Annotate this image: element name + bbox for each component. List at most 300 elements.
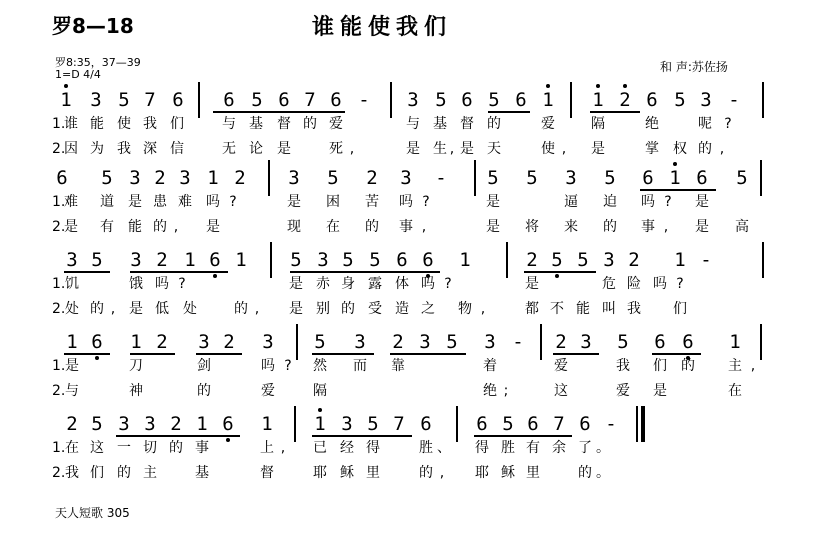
note: 5	[251, 89, 263, 111]
beat-underline	[312, 353, 374, 355]
note: 3	[400, 167, 412, 189]
note: 1	[60, 89, 72, 111]
note: 3	[484, 331, 496, 353]
bar-line	[760, 324, 762, 360]
lyric-char: 的	[153, 219, 167, 235]
lyric-char: 是	[653, 383, 667, 399]
lyric-char: 死	[329, 141, 343, 157]
note: 6	[696, 167, 708, 189]
lyric-char: 受	[368, 301, 382, 317]
lyric-char: ,	[110, 301, 116, 317]
lyric-char: 隔	[591, 116, 605, 132]
lyric-char: 是	[486, 194, 500, 210]
key-signature: 1=D 4/4	[55, 68, 101, 81]
note: 2	[628, 249, 640, 271]
bar-line	[390, 82, 392, 118]
octave-dot-high	[64, 84, 68, 88]
note: 2	[223, 331, 235, 353]
final-bar-thin	[636, 406, 638, 442]
lyric-char: 神	[129, 383, 143, 399]
lyric-char: 危	[602, 276, 616, 292]
lyric-char: 来	[564, 219, 578, 235]
lyric-char: 这	[90, 440, 104, 456]
lyric-char: 是	[406, 141, 420, 157]
lyric-char: 是	[289, 301, 303, 317]
beat-underline	[130, 271, 228, 273]
lyric-char: ,	[750, 358, 756, 374]
note: 3	[407, 89, 419, 111]
lyric-char: 谁	[64, 116, 78, 132]
note: 7	[144, 89, 156, 111]
lyric-char: 造	[395, 301, 409, 317]
note: 3	[700, 89, 712, 111]
note: 2	[154, 167, 166, 189]
lyric-char: 深	[143, 141, 157, 157]
lyric-char: ,	[719, 141, 725, 157]
lyric-char: ,	[439, 465, 445, 481]
note: 3	[603, 249, 615, 271]
lyric-char: 我	[117, 141, 131, 157]
lyric-char: 事	[195, 440, 209, 456]
note: 2	[366, 167, 378, 189]
lyric-char: 。	[596, 465, 610, 481]
lyric-char: ,	[449, 141, 455, 157]
lyric-char: 天	[487, 141, 501, 157]
bar-line	[294, 406, 296, 442]
note: 5	[435, 89, 447, 111]
song-title: 谁能使我们	[312, 15, 453, 40]
note: 3	[354, 331, 366, 353]
bar-line	[570, 82, 572, 118]
note: 6	[682, 331, 694, 353]
note: 1	[184, 249, 196, 271]
lyric-char: 是	[289, 276, 303, 292]
note: 6	[396, 249, 408, 271]
note: 5	[526, 167, 538, 189]
note: -	[512, 331, 524, 353]
lyric-char: ,	[663, 219, 669, 235]
beat-underline	[196, 353, 242, 355]
lyric-char: 别	[316, 301, 330, 317]
lyric-char: 无	[222, 141, 236, 157]
note: 5	[604, 167, 616, 189]
lyric-char: 里	[526, 465, 540, 481]
scripture-reference: 罗8—18	[52, 14, 134, 38]
lyric-char: 的	[341, 301, 355, 317]
note: 5	[736, 167, 748, 189]
beat-underline	[290, 271, 440, 273]
note: 2	[66, 413, 78, 435]
note: 1	[314, 413, 326, 435]
lyric-char: 我	[65, 465, 79, 481]
lyric-char: 信	[170, 141, 184, 157]
lyric-char: 身	[341, 276, 355, 292]
lyric-char: 基	[249, 116, 263, 132]
lyric-char: 迫	[603, 194, 617, 210]
lyric-char: ?	[178, 276, 186, 292]
note: 5	[577, 249, 589, 271]
lyric-char: 爱	[616, 383, 630, 399]
note: 5	[314, 331, 326, 353]
lyric-char: 是	[206, 219, 220, 235]
note: 6	[527, 413, 539, 435]
note: 6	[172, 89, 184, 111]
lyric-char: 胜	[501, 440, 515, 456]
beat-underline	[213, 111, 345, 113]
lyric-char: 上	[260, 440, 274, 456]
octave-dot-high	[546, 84, 550, 88]
bar-line	[760, 160, 762, 196]
lyric-char: ,	[173, 219, 179, 235]
lyric-char: 是	[64, 219, 78, 235]
lyric-char: 剑	[197, 358, 211, 374]
note: 6	[461, 89, 473, 111]
harmony-credit: 和 声:苏佐扬	[660, 60, 728, 74]
lyric-char: ?	[229, 194, 237, 210]
lyric-char: 经	[340, 440, 354, 456]
octave-dot-high	[673, 162, 677, 166]
lyric-char: ?	[422, 194, 430, 210]
note: 3	[66, 249, 78, 271]
lyric-char: 的	[698, 141, 712, 157]
lyric-char: 我	[616, 358, 630, 374]
lyric-char: 爱	[329, 116, 343, 132]
lyric-char: 不	[550, 301, 564, 317]
note: 3	[580, 331, 592, 353]
note: 1	[261, 413, 273, 435]
lyric-char: 吗	[421, 276, 435, 292]
note: 1	[66, 331, 78, 353]
lyric-char: 得	[475, 440, 489, 456]
note: 3	[565, 167, 577, 189]
lyric-char: 里	[366, 465, 380, 481]
note: 1	[130, 331, 142, 353]
note: 5	[367, 413, 379, 435]
note: 5	[91, 249, 103, 271]
lyric-char: 的	[681, 358, 695, 374]
note: 2	[619, 89, 631, 111]
octave-dot-high	[596, 84, 600, 88]
lyric-char: 得	[366, 440, 380, 456]
lyric-char: 是	[695, 219, 709, 235]
lyric-char: 的	[117, 465, 131, 481]
lyric-char: 们	[653, 358, 667, 374]
note: 3	[90, 89, 102, 111]
lyric-char: 在	[326, 219, 340, 235]
octave-dot-high	[318, 408, 322, 412]
note: 6	[515, 89, 527, 111]
note: 1	[592, 89, 604, 111]
lyric-char: 呢	[698, 116, 712, 132]
lyric-char: 难	[178, 194, 192, 210]
note: -	[700, 249, 712, 271]
lyric-char: 吗	[155, 276, 169, 292]
beat-underline	[64, 353, 110, 355]
lyric-char: 基	[433, 116, 447, 132]
lyric-char: 之	[421, 301, 435, 317]
lyric-char: 是	[129, 301, 143, 317]
lyric-char: 高	[735, 219, 749, 235]
lyric-char: 督	[460, 116, 474, 132]
lyric-char: 是	[277, 141, 291, 157]
bar-line	[762, 82, 764, 118]
lyric-char: 的	[487, 116, 501, 132]
lyric-char: 逼	[564, 194, 578, 210]
lyric-char: 是	[460, 141, 474, 157]
note: -	[605, 413, 617, 435]
note: 5	[101, 167, 113, 189]
note: 3	[341, 413, 353, 435]
lyric-char: 靠	[391, 358, 405, 374]
octave-dot-low	[226, 438, 230, 442]
lyric-char: 患	[153, 194, 167, 210]
octave-dot-low	[95, 356, 99, 360]
lyric-char: 绝	[483, 383, 497, 399]
lyric-char: 而	[353, 358, 367, 374]
octave-dot-low	[555, 274, 559, 278]
lyric-char: 的	[419, 465, 433, 481]
verse-number: 1.	[52, 116, 66, 132]
lyric-char: 苦	[365, 194, 379, 210]
lyric-char: 有	[526, 440, 540, 456]
lyric-char: 权	[673, 141, 687, 157]
beat-underline	[116, 435, 240, 437]
note: 1	[542, 89, 554, 111]
note: 2	[526, 249, 538, 271]
lyric-char: 是	[128, 194, 142, 210]
note: 5	[487, 167, 499, 189]
octave-dot-low	[213, 274, 217, 278]
lyric-char: 与	[222, 116, 236, 132]
lyric-char: 的	[303, 116, 317, 132]
verse-number: 1.	[52, 276, 66, 292]
lyric-char: ,	[480, 301, 486, 317]
lyric-char: ;	[503, 383, 509, 399]
lyric-char: 吗	[206, 194, 220, 210]
lyric-char: 吗	[653, 276, 667, 292]
note: 2	[170, 413, 182, 435]
lyric-char: 使	[117, 116, 131, 132]
lyric-char: 的	[90, 301, 104, 317]
verse-number: 1.	[52, 194, 66, 210]
note: 6	[56, 167, 68, 189]
lyric-char: 。	[596, 440, 610, 456]
lyric-char: 吗	[261, 358, 275, 374]
note: 6	[91, 331, 103, 353]
verse-number: 2.	[52, 219, 66, 235]
note: 1	[196, 413, 208, 435]
verse-number: 2.	[52, 465, 66, 481]
beat-underline	[474, 435, 572, 437]
lyric-char: 隔	[313, 383, 327, 399]
lyric-char: 论	[249, 141, 263, 157]
lyric-char: 与	[406, 116, 420, 132]
lyric-char: 处	[183, 301, 197, 317]
note: 3	[118, 413, 130, 435]
octave-dot-high	[623, 84, 627, 88]
lyric-char: 的	[578, 465, 592, 481]
lyric-char: 将	[525, 219, 539, 235]
lyric-char: 事	[399, 219, 413, 235]
note: 3	[419, 331, 431, 353]
note: 6	[278, 89, 290, 111]
bar-line	[506, 242, 508, 278]
note: 6	[654, 331, 666, 353]
lyric-char: 能	[90, 116, 104, 132]
bar-line	[762, 242, 764, 278]
beat-underline	[488, 111, 530, 113]
lyric-char: 切	[143, 440, 157, 456]
lyric-char: ?	[676, 276, 684, 292]
lyric-char: 爱	[554, 358, 568, 374]
footer-source: 天人短歌 305	[55, 506, 130, 520]
note: 1	[207, 167, 219, 189]
lyric-char: 绝	[645, 116, 659, 132]
lyric-char: 饿	[129, 276, 143, 292]
lyric-char: ?	[444, 276, 452, 292]
lyric-char: 了	[578, 440, 592, 456]
lyric-char: 物	[458, 301, 472, 317]
lyric-char: 督	[277, 116, 291, 132]
lyric-char: 余	[552, 440, 566, 456]
note: 6	[330, 89, 342, 111]
lyric-char: 生	[433, 141, 447, 157]
note: 6	[579, 413, 591, 435]
lyric-char: 是	[591, 141, 605, 157]
note: 2	[156, 249, 168, 271]
note: 2	[555, 331, 567, 353]
note: 5	[342, 249, 354, 271]
lyric-char: 着	[483, 358, 497, 374]
lyric-char: 能	[576, 301, 590, 317]
lyric-char: 稣	[501, 465, 515, 481]
lyric-char: 们	[673, 301, 687, 317]
final-bar-thick	[641, 406, 645, 442]
lyric-char: ,	[561, 141, 567, 157]
note: 5	[551, 249, 563, 271]
lyric-char: 稣	[340, 465, 354, 481]
lyric-char: 掌	[645, 141, 659, 157]
lyric-char: 的	[197, 383, 211, 399]
lyric-char: ?	[284, 358, 292, 374]
note: 7	[393, 413, 405, 435]
lyric-char: ?	[664, 194, 672, 210]
note: 1	[669, 167, 681, 189]
note: 3	[179, 167, 191, 189]
bar-line	[268, 160, 270, 196]
lyric-char: ,	[421, 219, 427, 235]
lyric-char: 我	[627, 301, 641, 317]
lyric-char: ,	[280, 440, 286, 456]
lyric-char: 的	[603, 219, 617, 235]
beat-underline	[312, 435, 412, 437]
note: 6	[476, 413, 488, 435]
lyric-char: 主	[728, 358, 742, 374]
note: 5	[91, 413, 103, 435]
note: 5	[369, 249, 381, 271]
lyric-char: 能	[128, 219, 142, 235]
note: 5	[488, 89, 500, 111]
lyric-char: 这	[554, 383, 568, 399]
lyric-char: 与	[65, 383, 79, 399]
note: 6	[422, 249, 434, 271]
lyric-char: 是	[695, 194, 709, 210]
note: 6	[209, 249, 221, 271]
lyric-char: 现	[287, 219, 301, 235]
lyric-char: 是	[65, 358, 79, 374]
lyric-char: 主	[143, 465, 157, 481]
lyric-char: 有	[100, 219, 114, 235]
verse-number: 2.	[52, 301, 66, 317]
beat-underline	[64, 271, 110, 273]
lyric-char: 耶	[475, 465, 489, 481]
lyric-char: 爱	[541, 116, 555, 132]
bar-line	[198, 82, 200, 118]
lyric-char: 我	[143, 116, 157, 132]
note: 2	[156, 331, 168, 353]
note: 6	[646, 89, 658, 111]
lyric-char: 一	[117, 440, 131, 456]
lyric-char: 叫	[602, 301, 616, 317]
note: 5	[327, 167, 339, 189]
lyric-char: 胜	[419, 440, 433, 456]
note: 3	[129, 167, 141, 189]
note: 3	[288, 167, 300, 189]
bar-line	[474, 160, 476, 196]
note: 1	[235, 249, 247, 271]
note: 1	[674, 249, 686, 271]
verse-reference: 罗8:35，37—39	[55, 56, 141, 69]
lyric-char: 的	[234, 301, 248, 317]
lyric-char: 饥	[65, 276, 79, 292]
lyric-char: 吗	[641, 194, 655, 210]
bar-line	[270, 242, 272, 278]
lyric-char: 因	[64, 141, 78, 157]
beat-underline	[590, 111, 640, 113]
note: 5	[118, 89, 130, 111]
lyric-char: 爱	[261, 383, 275, 399]
verse-number: 1.	[52, 440, 66, 456]
bar-line	[540, 324, 542, 360]
lyric-char: 露	[368, 276, 382, 292]
lyric-char: 赤	[316, 276, 330, 292]
lyric-char: ,	[254, 301, 260, 317]
note: 3	[130, 249, 142, 271]
lyric-char: 督	[260, 465, 274, 481]
bar-line	[456, 406, 458, 442]
lyric-char: 然	[313, 358, 327, 374]
verse-number: 2.	[52, 383, 66, 399]
lyric-char: ?	[724, 116, 732, 132]
note: 5	[446, 331, 458, 353]
lyric-char: 在	[65, 440, 79, 456]
lyric-char: 是	[287, 194, 301, 210]
note: 3	[317, 249, 329, 271]
note: 2	[234, 167, 246, 189]
verse-number: 2.	[52, 141, 66, 157]
note: 6	[420, 413, 432, 435]
lyric-char: 耶	[313, 465, 327, 481]
note: 5	[617, 331, 629, 353]
lyric-char: 使	[541, 141, 555, 157]
note: 5	[674, 89, 686, 111]
lyric-char: 事	[641, 219, 655, 235]
lyric-char: 刀	[129, 358, 143, 374]
beat-underline	[640, 189, 716, 191]
lyric-char: 险	[627, 276, 641, 292]
lyric-char: 们	[170, 116, 184, 132]
lyric-char: 的	[169, 440, 183, 456]
